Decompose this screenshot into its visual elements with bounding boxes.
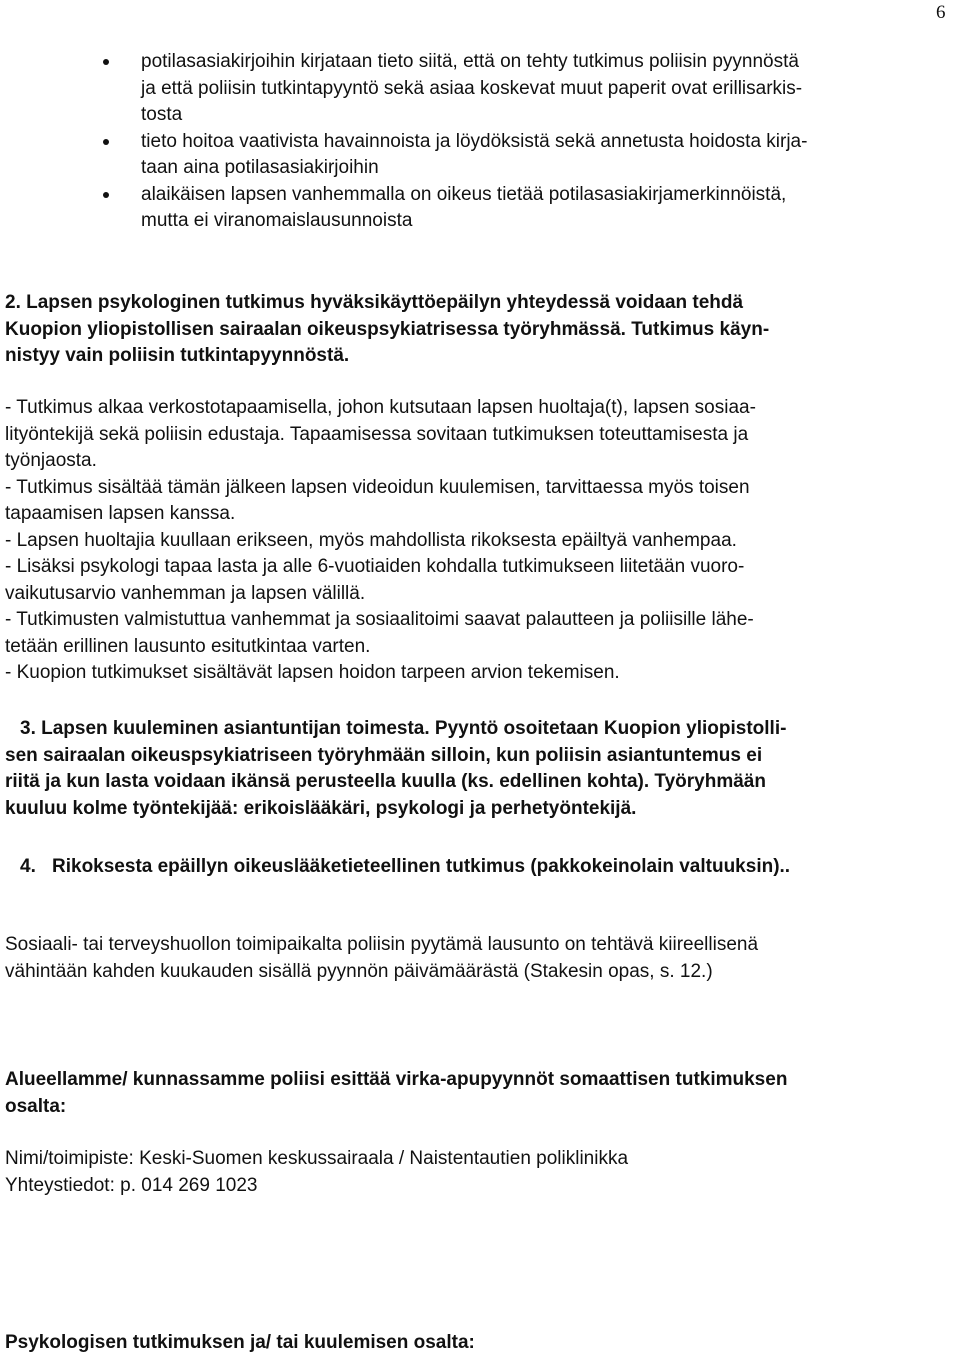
bullet-line: mutta ei viranomaislausunnoista [141, 210, 413, 231]
section-2-list-line: vaikutusarvio vanhemman ja lapsen välillä. [5, 582, 366, 604]
section-2-list-line: - Tutkimus alkaa verkostotapaamisella, johon kutsutaan lapsen huoltaja(t), lapsen sosiaa- [5, 397, 756, 418]
bullet-item [141, 182, 941, 235]
contact-block [5, 1146, 628, 1199]
section-2-list-line: tetään erillinen lausunto esitutkintaa varten. [5, 635, 371, 657]
bullet-dot-icon [103, 139, 109, 145]
section-2-heading [5, 290, 769, 370]
section-2-list-line: - Tutkimus sisältää tämän jälkeen lapsen videoidun kuulemisen, tarvittaessa myös toisen [5, 476, 750, 498]
area-heading [5, 1067, 787, 1120]
bullet-line: alaikäisen lapsen vanhemmalla on oikeus tietää potilasasiakirjamerkinnöistä, [141, 183, 787, 205]
section-2-list-line: - Kuopion tutkimukset sisältävät lapsen hoidon tarpeen arvion tekemisen. [5, 662, 620, 683]
deadline-note-line: vähintään kahden kuukauden sisällä pyynnön päivämäärästä (Stakesin opas, s. 12.) [5, 960, 713, 982]
section-2-heading-line: Kuopion yliopistollisen sairaalan oikeuspsykiatrisessa työryhmässä. Tutkimus käyn- [5, 318, 770, 340]
section-2-list [5, 395, 756, 687]
section-2-list-line: - Lapsen huoltajia kuullaan erikseen, myös mahdollista rikoksesta epäiltyä vanhempaa. [5, 529, 737, 551]
bullet-line: tosta [141, 104, 183, 125]
section-4-heading-text: Rikoksesta epäillyn oikeuslääketieteellinen tutkimus (pakkokeinolain valtuuksin).. [52, 856, 791, 877]
section-2-heading-line: nistyy vain poliisin tutkintapyynnöstä. [5, 345, 350, 366]
section-2-list-line: - Lisäksi psykologi tapaa lasta ja alle 6-vuotiaiden kohdalla tutkimukseen liitetään vuoro- [5, 556, 745, 577]
bullet-line: potilasasiakirjoihin kirjataan tieto siitä, että on tehty tutkimus poliisin pyynnöstä [141, 51, 799, 72]
section-2-heading-line: 2. Lapsen psykologinen tutkimus hyväksikäyttöepäilyn yhteydessä voidaan tehdä [5, 292, 744, 313]
area-heading-line: osalta: [5, 1095, 67, 1117]
bullet-item [141, 129, 941, 182]
bullet-item [141, 49, 941, 129]
bullet-line: ja että poliisin tutkintapyyntö sekä asiaa koskevat muut paperit ovat erillisarkis- [141, 77, 803, 99]
section-3-line: 3. Lapsen kuuleminen asiantuntijan toimesta. Pyyntö osoitetaan Kuopion yliopistolli- [20, 718, 787, 739]
section-2-list-line: - Tutkimusten valmistuttua vanhemmat ja sosiaalitoimi saavat palautteen ja poliisille lähe- [5, 609, 754, 630]
deadline-note-line: Sosiaali- tai terveyshuollon toimipaikalta poliisin pyytämä lausunto on tehtävä kiireellisenä [5, 934, 759, 955]
bullet-list [141, 49, 941, 235]
bullet-line: taan aina potilasasiakirjoihin [141, 157, 379, 178]
section-3-line: kuuluu kolme työntekijää: erikoislääkäri, psykologi ja perhetyöntekijä. [5, 797, 637, 819]
bullet-line: tieto hoitoa vaativista havainnoista ja löydöksistä sekä annetusta hoidosta kirja- [141, 130, 808, 152]
contact-phone: Yhteystiedot: p. 014 269 1023 [5, 1174, 258, 1196]
section-2-list-line: tapaamisen lapsen kanssa. [5, 503, 236, 524]
page-number: 6 [936, 2, 946, 23]
section-4-heading [20, 854, 790, 881]
section-3-line: riitä ja kun lasta voidaan ikänsä perusteella kuulla (ks. edellinen kohta). Työryhmään [5, 771, 766, 792]
section-3-paragraph [5, 716, 786, 822]
contact-unit: Nimi/toimipiste: Keski-Suomen keskussairaala / Naistentautien poliklinikka [5, 1148, 629, 1169]
section-3-line: sen sairaalan oikeuspsykiatriseen työryhmään silloin, kun poliisin asiantuntemus ei [5, 744, 763, 766]
area-heading-line: Alueellamme/ kunnassamme poliisi esittää virka-apupyynnöt somaattisen tutkimuksen [5, 1069, 788, 1090]
section-2-list-line: lityöntekijä sekä poliisin edustaja. Tapaamisessa sovitaan tutkimuksen toteuttamisesta ja [5, 423, 749, 445]
section-2-list-line: työnjaosta. [5, 450, 97, 471]
bullet-dot-icon [103, 59, 109, 65]
bullet-dot-icon [103, 192, 109, 198]
deadline-note [5, 932, 758, 985]
psych-heading: Psykologisen tutkimuksen ja/ tai kuulemisen osalta: [5, 1332, 475, 1353]
section-4-number: 4. [20, 856, 36, 877]
